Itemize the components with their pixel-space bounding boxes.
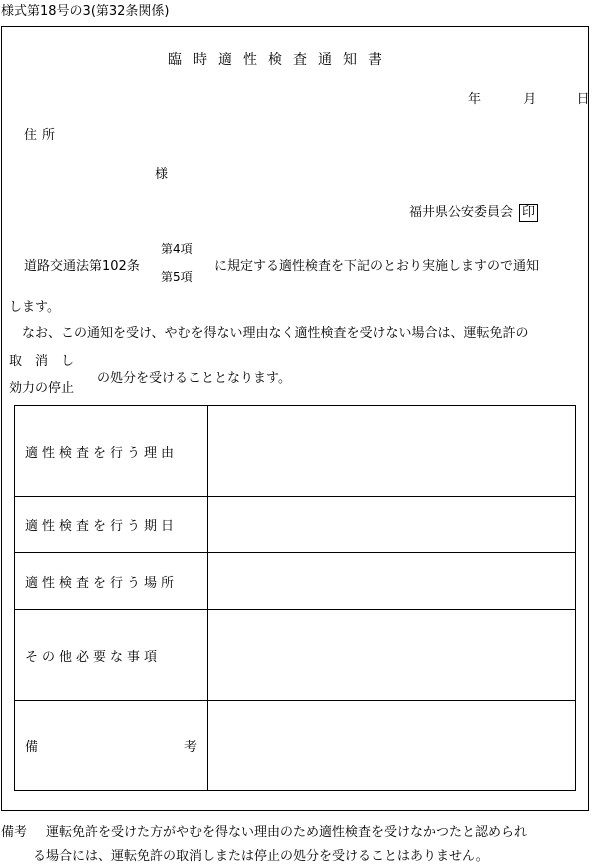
table-row [15, 610, 576, 701]
clause-option-4: 第4項 [161, 242, 193, 256]
seal-mark: 印 [519, 204, 538, 222]
warning-text: なお、この通知を受け、やむを得ない理由なく適性検査を受けない場合は、運転免許の [9, 326, 529, 341]
address-label: 住所 [24, 128, 61, 143]
issuer-name: 福井県公安委員会 [409, 205, 514, 220]
remarks-label-left: 備 [25, 740, 43, 755]
footnote-heading: 備考 [1, 825, 28, 840]
outcome-option-revocation: 取 消 し [9, 354, 75, 369]
law-reference: 道路交通法第102条 [24, 259, 140, 274]
row-label-remarks [15, 701, 208, 791]
warning-text-end: の処分を受けることとなります。 [97, 371, 291, 386]
document-title: 臨時適性検査通知書 [168, 52, 393, 68]
date-year-label: 年 [468, 92, 482, 107]
footnote-line-1: 運転免許を受けた方がやむを得ない理由のため適性検査を受けなかつたと認められ [46, 825, 528, 840]
date-day-label: 日 [576, 92, 590, 107]
other-matters-field[interactable] [208, 610, 576, 701]
row-label-place: 適性検査を行う場所 [15, 553, 208, 610]
table-row [15, 553, 576, 610]
table-row [15, 701, 576, 791]
table-row [15, 406, 576, 497]
remarks-field[interactable] [208, 701, 576, 791]
honorific-label: 様 [155, 167, 169, 182]
form-number-label: 様式第18号の3(第32条関係) [1, 4, 170, 19]
date-line [468, 88, 590, 107]
table-row [15, 497, 576, 553]
reason-field[interactable] [208, 406, 576, 497]
outcome-option-suspension: 効力の停止 [9, 381, 75, 396]
remarks-label-right: 考 [183, 740, 201, 755]
footnote-line-2: る場合には、運転免許の取消しまたは停止の処分を受けることはありません。 [33, 849, 489, 864]
row-label-other: その他必要な事項 [15, 610, 208, 701]
issuer-block [409, 201, 538, 222]
place-field[interactable] [208, 553, 576, 610]
inspection-details-table [14, 405, 576, 791]
notice-text: に規定する適性検査を下記のとおり実施しますので通知 [214, 259, 540, 274]
date-field[interactable] [208, 497, 576, 553]
date-month-label: 月 [523, 92, 537, 107]
row-label-reason: 適性検査を行う理由 [15, 406, 208, 497]
notice-text-end: します。 [9, 300, 60, 315]
row-label-date: 適性検査を行う期日 [15, 497, 208, 553]
clause-option-5: 第5項 [161, 270, 193, 284]
